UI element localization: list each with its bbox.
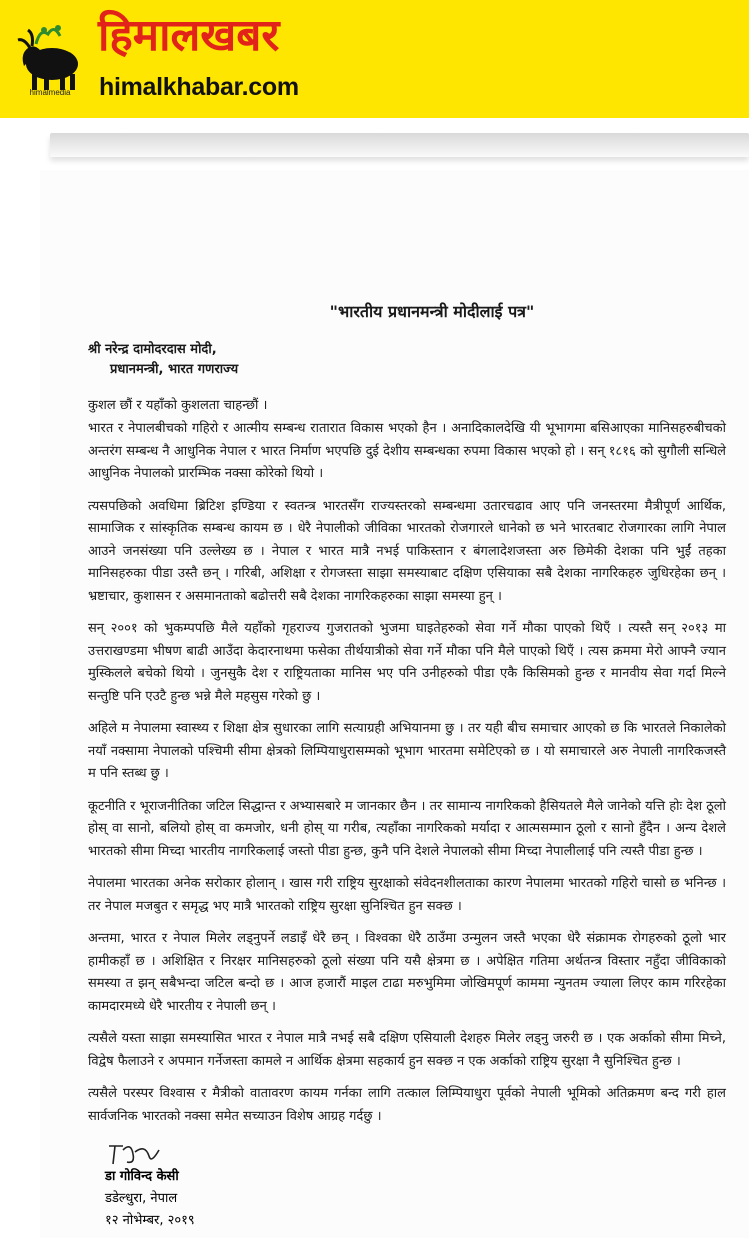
letter-date: १२ नोभेम्बर, २०१९ — [105, 1213, 195, 1228]
addressee — [88, 340, 726, 380]
signatory-name: डा गोविन्द केसी — [105, 1169, 179, 1184]
brand-name-nepali[interactable]: हिमालखबर — [98, 10, 280, 61]
paragraph: त्यसपछिको अवधिमा ब्रिटिश इण्डिया र स्वतन्त्र भारतसँग राज्यस्तरको सम्बन्धमा उतारचढाव आए पनि जनस्तरमा मैत्रीपूर्ण आर्थिक, सामाजिक र सांस्कृतिक सम्बन्ध कायम छ । धेरै नेपालीको जीविका भारतको रोजगारले धानेको छ भने भारतबाट रोजगारका लागि नेपाल आउने जनसंख्या पनि उल्लेख्य छ । नेपाल र भारत मात्रै नभई पाकिस्तान र बंगलादेशजस्ता अरु छिमेकी देशका पनि भुईं तहका मानिसहरुका पीडा उस्तै छन् । गरिबी, अशिक्षा र रोगजस्ता साझा समस्याबाट दक्षिण एसियाका सबै देशका नागरिकहरु जुधिरहेका छन् । भ्रष्टाचार, कुशासन र असमानताको बढोत्तरी सबै देशका नागरिकहरुका साझा समस्या हुन् । — [88, 498, 726, 604]
paragraph: त्यसैले यस्ता साझा समस्यासित भारत र नेपाल मात्रै नभई सबै दक्षिण एसियाली देशहरु मिलेर लड्नु जरुरी छ । एक अर्काको सीमा मिच्ने, विद्वेष फैलाउने र अपमान गर्नेजस्ता कामले न आर्थिक क्षेत्रमा सहकार्य हुन सक्छ न एक अर्काको राष्ट्रिय सुरक्षा नै सुनिश्चित हुन्छ । — [88, 1031, 726, 1069]
signatory-place: डडेल्धुरा, नेपाल — [105, 1191, 178, 1206]
letter-title: "भारतीय प्रधानमन्त्री मोदीलाई पत्र" — [329, 302, 535, 321]
paragraph: नेपालमा भारतका अनेक सरोकार होलान् । खास गरी राष्ट्रिय सुरक्षाको संवेदनशीलताका कारण नेपालमा भारतको गहिरो चासो छ भनिन्छ । तर नेपाल मजबुत र समृद्ध भए मात्रै भारतको राष्ट्रिय सुरक्षा सुनिश्चित हुन सक्छ । — [88, 876, 726, 914]
letter-body — [88, 300, 726, 1128]
paragraph: भारत र नेपालबीचको गहिरो र आत्मीय सम्बन्ध रातारात विकास भएको हैन । अनादिकालदेखि यी भूभागमा बसिआएका मानिसहरुबीचको अन्तरंग सम्बन्ध नै आधुनिक नेपाल र भारत निर्माण भएपछि दुई देशीय सम्बन्धका रुपमा विकास भएको हो । सन् १८१६ को सुगौली सन्धिले आधुनिक नेपालको प्रारम्भिक नक्सा कोरेको थियो । — [88, 421, 726, 481]
paper-fold — [50, 133, 749, 157]
paragraph: त्यसैले परस्पर विश्वास र मैत्रीको वातावरण कायम गर्नका लागि तत्काल लिम्पियाधुरा पूर्वको नेपाली भूमिको अतिक्रमण बन्द गरी हाल सार्वजनिक भारतको नक्सा समेत सच्याउन विशेष आग्रह गर्दछु । — [88, 1086, 726, 1124]
logo-caption: himalmedia — [29, 88, 71, 97]
paragraph: अन्तमा, भारत र नेपाल मिलेर लड्नुपर्ने लडाइँ धेरै छन् । विश्वका धेरै ठाउँमा उन्मुलन जस्तै भएका धेरै संक्रामक रोगहरुको ठूलो भार हामीकहाँ छ । अशिक्षित र निरक्षर मानिसहरुको ठूलो संख्या पनि यसै क्षेत्रमा छ । अपेक्षित गतिमा अर्थतन्त्र विस्तार नहुँदा जीविकाको समस्या त झन् सबैभन्दा जटिल बन्दो छ । आज हजारौं माइल टाढा मरुभुमिमा जोखिमपूर्ण काममा न्युनतम ज्याला लिएर काम गरिरहेका कामदारमध्ये धेरै भारतीय र नेपाली छन् । — [88, 931, 726, 1014]
paragraph: अहिले म नेपालमा स्वास्थ्य र शिक्षा क्षेत्र सुधारका लागि सत्याग्रही अभियानमा छु । तर यही बीच समाचार आएको छ कि भारतले निकालेको नयाँ नक्सामा नेपालको पश्चिमी सीमा क्षेत्रको लिम्पियाधुरासम्मको भूभाग भारतमा समेटिएको छ । यो समाचारले अरु नेपाली नागरिकजस्तै म पनि स्तब्ध छु । — [88, 721, 726, 781]
addressee-name: श्री नरेन्द्र दामोदरदास मोदी, — [88, 342, 217, 357]
addressee-title: प्रधानमन्त्री, भारत गणराज्य — [110, 362, 239, 377]
yak-icon — [14, 14, 86, 94]
signature-block — [105, 1140, 265, 1232]
paragraph: सन् २००१ को भुकम्पपछि मैले यहाँको गृहराज्य गुजरातको भुजमा घाइतेहरुको सेवा गर्ने मौका पाएको थिएँ । त्यस्तै सन् २०१३ मा उत्तराखण्डमा भीषण बाढी आउँदा केदारनाथमा फसेका तीर्थयात्रीको सेवा गर्ने मौका पनि मैले पाएको थिएँ । त्यस क्रममा मेरो आफ्नै ज्यान मुस्किलले बचेको थियो । जुनसुकै देश र राष्ट्रियताका मानिस भए पनि उनीहरुको पीडा एकै किसिमको हुन्छ र मानवीय सेवा गर्दा मिल्ने सन्तुष्टि पनि एउटै हुन्छ भन्ने मैले महसुस गरेको छु । — [88, 621, 726, 704]
paragraph: कूटनीति र भूराजनीतिका जटिल सिद्धान्त र अभ्यासबारे म जानकार छैन । तर सामान्य नागरिकको हैसियतले मैले जानेको यत्ति होः देश ठूलो होस् वा सानो, बलियो होस् वा कमजोर, धनी होस् या गरीब, त्यहाँका नागरिकको मर्यादा र आत्मसम्मान ठूलो र सानो हुँदैन । अन्य देशले भारतको सीमा मिच्दा भारतीय नागरिकलाई जस्तो पीडा हुन्छ, कुनै पनि देशले नेपालको सीमा मिच्दा नेपालीलाई पनि त्यस्तै पीडा हुन्छ । — [88, 798, 726, 859]
handwritten-signature — [105, 1140, 165, 1168]
brand-url[interactable]: himalkhabar.com — [99, 73, 299, 101]
greeting: कुशल छौं र यहाँको कुशलता चाहन्छौं । — [88, 398, 268, 413]
site-header — [0, 0, 749, 118]
